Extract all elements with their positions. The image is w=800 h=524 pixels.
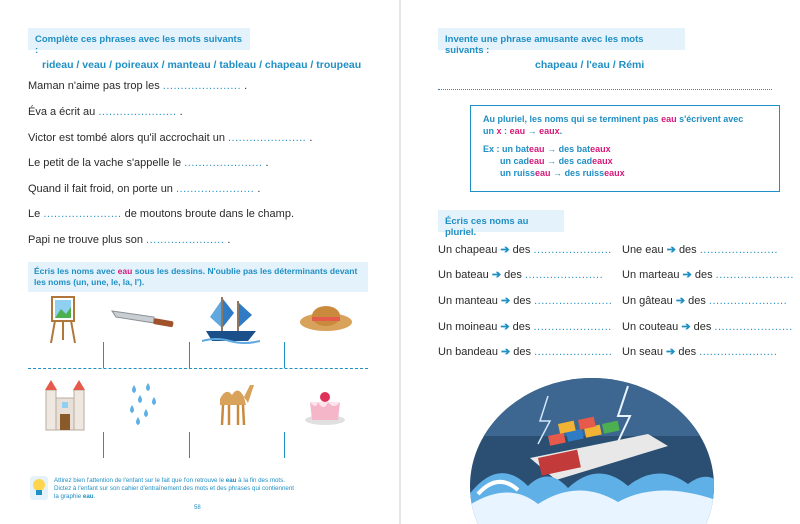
ship-in-storm-illustration: [468, 376, 716, 524]
blank-field[interactable]: ......................: [533, 321, 612, 333]
blank-field[interactable]: ......................: [708, 295, 788, 307]
blank-field[interactable]: ......................: [534, 346, 613, 358]
plural-item: Un manteau ➔ des ......................: [438, 295, 613, 307]
sailboat-picture: [202, 293, 260, 345]
arrow-icon: ➔: [500, 321, 510, 333]
arrow-icon: ➔: [666, 244, 676, 256]
blank-field[interactable]: ......................: [43, 208, 122, 220]
blank-field[interactable]: ......................: [228, 132, 307, 144]
arrow-icon: ➔: [501, 346, 511, 358]
lightbulb-icon: [29, 475, 49, 501]
plural-item: Un gâteau ➔ des ......................: [622, 295, 788, 307]
arrow-icon: ➔: [500, 244, 510, 256]
blank-field[interactable]: ......................: [524, 269, 604, 281]
water-drops-picture: [126, 381, 160, 425]
painting-easel-picture: [48, 295, 78, 345]
blank-field[interactable]: ......................: [699, 346, 778, 358]
rule-example: un cadeau → des cadeaux: [500, 156, 613, 166]
blank-field[interactable]: ......................: [699, 244, 778, 256]
fill-in-sentence: Quand il fait froid, on porte un ...................... .: [28, 183, 261, 195]
arrow-icon: ➔: [666, 346, 676, 358]
blank-field[interactable]: ......................: [715, 269, 794, 281]
exercise3-word-list: chapeau / l'eau / Rémi: [535, 59, 645, 71]
fill-in-sentence: Éva a écrit au ...................... .: [28, 106, 183, 118]
left-page: [0, 0, 399, 524]
grid-line: [189, 342, 190, 368]
plural-item: Une eau ➔ des ......................: [622, 244, 778, 256]
hat-picture: [299, 302, 353, 334]
cake-picture: [304, 390, 346, 426]
grid-line: [103, 432, 104, 458]
arrow-icon: ➔: [675, 295, 686, 307]
fill-in-sentence: Papi ne trouve plus son ...................... .: [28, 234, 231, 246]
page-gutter: [399, 0, 401, 524]
answer-line: [438, 89, 772, 90]
grid-line: [284, 342, 285, 368]
rule-example: Ex : un bateau → des bateaux: [483, 144, 611, 154]
fill-in-sentence: Maman n'aime pas trop les ...................... .: [28, 80, 248, 92]
arrow-icon: ➔: [682, 269, 692, 281]
rule-example: un ruisseau → des ruisseaux: [500, 168, 625, 178]
grid-line: [284, 432, 285, 458]
exercise3-title: Invente une phrase amusante avec les mots suivants :: [438, 28, 685, 50]
rule-examples: [483, 143, 767, 179]
arrow-icon: ➔: [501, 295, 511, 307]
grid-line: [103, 342, 104, 368]
fill-in-sentence: Victor est tombé alors qu'il accrochait un ...................... .: [28, 132, 313, 144]
blank-field[interactable]: ......................: [176, 183, 255, 195]
plural-item: Un chapeau ➔ des ......................: [438, 244, 612, 256]
knife-picture: [110, 307, 176, 329]
camel-picture: [212, 377, 256, 427]
plural-item: Un seau ➔ des ......................: [622, 346, 778, 358]
arrow-icon: ➔: [681, 321, 691, 333]
plural-item: Un couteau ➔ des ......................: [622, 321, 793, 333]
exercise1-word-list: rideau / veau / poireaux / manteau / tableau / chapeau / troupeau: [42, 59, 362, 71]
blank-field[interactable]: ......................: [162, 80, 242, 92]
page-number: 58: [194, 505, 201, 511]
blank-field[interactable]: ......................: [714, 321, 793, 333]
parent-note: Attirez bien l'attention de l'enfant sur le fait que l'on retrouve le eau à la fin des mots. Dictez à l'enfant sur son cahier d'entraînement des mots et des phrases qui contiennent la graphie eau.: [54, 477, 295, 500]
rule-box: Au pluriel, les noms qui se terminent pas eau s'écrivent avec un x : eau → eaux. Ex : un bateau → des bateaux un cadeau → des cadeaux un ruisseau → des ruisseaux: [470, 105, 780, 192]
grid-divider: [28, 368, 368, 369]
plural-item: Un moineau ➔ des ......................: [438, 321, 612, 333]
grid-line: [189, 432, 190, 458]
blank-field[interactable]: ......................: [533, 244, 612, 256]
blank-field[interactable]: ......................: [98, 106, 177, 118]
blank-field[interactable]: ......................: [184, 157, 263, 169]
plural-item: Un bateau ➔ des ......................: [438, 269, 604, 281]
exercise4-title: Écris ces noms au pluriel.: [438, 210, 564, 232]
arrow-icon: ➔: [491, 269, 502, 281]
plural-item: Un marteau ➔ des ......................: [622, 269, 794, 281]
plural-item: Un bandeau ➔ des ......................: [438, 346, 613, 358]
exercise2-title: Écris les noms avec eau sous les dessins. N'oublie pas les déterminants devant les noms (un, une, le, la, l').: [28, 262, 368, 292]
castle-picture: [44, 376, 86, 432]
fill-in-sentence: Le petit de la vache s'appelle le ...................... .: [28, 157, 269, 169]
blank-field[interactable]: ......................: [534, 295, 613, 307]
fill-in-sentence: Le ...................... de moutons broute dans le champ.: [28, 208, 295, 220]
blank-field[interactable]: ......................: [146, 234, 225, 246]
exercise1-title: Complète ces phrases avec les mots suivants :: [28, 28, 250, 50]
